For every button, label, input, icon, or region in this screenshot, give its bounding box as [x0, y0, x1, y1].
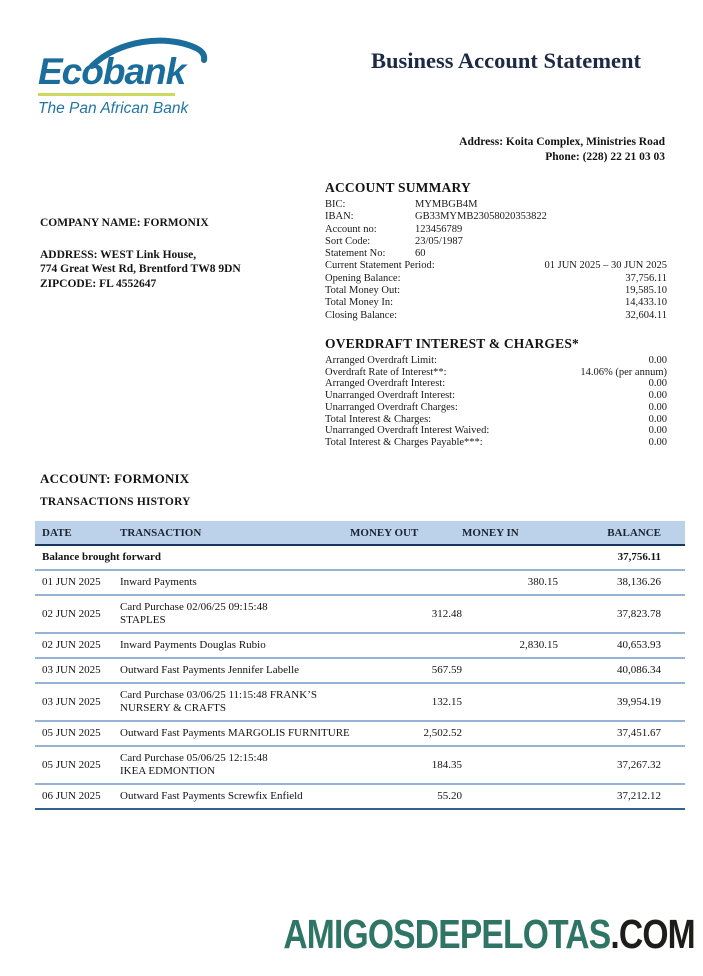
tx-money-out: 132.15 — [350, 683, 462, 721]
col-header-money-out: MONEY OUT — [350, 521, 462, 545]
summary-value: 60 — [415, 248, 426, 260]
tx-line2: IKEA EDMONTION — [120, 765, 216, 777]
summary-row-money-out — [325, 285, 667, 297]
tx-description — [120, 658, 350, 683]
col-header-transaction: TRANSACTION — [120, 521, 350, 545]
tx-money-in: 2,830.15 — [462, 633, 558, 658]
company-block — [40, 216, 241, 291]
summary-value: 14,433.10 — [625, 297, 667, 309]
overdraft-value: 0.00 — [648, 378, 667, 390]
bank-phone-line: Phone: (228) 22 21 03 03 — [545, 151, 665, 163]
overdraft-value: 0.00 — [648, 390, 667, 402]
overdraft-row — [325, 402, 667, 414]
overdraft-row — [325, 390, 667, 402]
summary-row-period — [325, 260, 667, 272]
overdraft-label: Unarranged Overdraft Interest: — [325, 390, 456, 402]
summary-label: Closing Balance: — [325, 309, 398, 321]
tx-line1: Outward Fast Payments MARGOLIS FURNITURE — [120, 727, 350, 739]
company-name-line: COMPANY NAME: FORMONIX — [40, 217, 209, 229]
bbf-out — [350, 545, 462, 570]
tx-line1: Outward Fast Payments Screwfix Enfield — [120, 790, 303, 802]
summary-row-bic — [325, 199, 667, 211]
summary-row-statement-no — [325, 248, 667, 260]
overdraft-label: Unarranged Overdraft Interest Waived: — [325, 425, 490, 437]
tx-description — [120, 595, 350, 633]
overdraft-row — [325, 378, 667, 390]
overdraft-row — [325, 414, 667, 426]
logo-underline — [38, 93, 175, 96]
overdraft-label: Total Interest & Charges Payable***: — [325, 436, 483, 448]
overdraft-label: Overdraft Rate of Interest**: — [325, 366, 447, 378]
spacer — [40, 231, 241, 248]
tx-money-out: 184.35 — [350, 746, 462, 784]
col-header-balance: BALANCE — [558, 521, 685, 545]
tx-description — [120, 683, 350, 721]
table-row — [35, 570, 685, 595]
table-row — [35, 721, 685, 746]
table-row — [35, 683, 685, 721]
table-row — [35, 746, 685, 784]
bank-address-line: Address: Koita Complex, Ministries Road — [459, 136, 665, 148]
tx-money-out: 312.48 — [350, 595, 462, 633]
tx-line1: Card Purchase 03/06/25 11:15:48 FRANK’S — [120, 689, 317, 701]
col-header-money-in: MONEY IN — [462, 521, 558, 545]
overdraft-row — [325, 355, 667, 367]
overdraft-value: 0.00 — [648, 401, 667, 413]
summary-label: Current Statement Period: — [325, 260, 435, 272]
summary-value: GB33MYMB23058020353822 — [415, 211, 547, 223]
tx-date: 03 JUN 2025 — [35, 658, 120, 683]
tx-money-in — [462, 683, 558, 721]
tx-date: 02 JUN 2025 — [35, 633, 120, 658]
summary-row-money-in — [325, 297, 667, 309]
overdraft-value: 14.06% (per annum) — [580, 366, 667, 378]
overdraft-row — [325, 367, 667, 379]
overdraft-label: Arranged Overdraft Limit: — [325, 355, 437, 366]
tx-date: 01 JUN 2025 — [35, 570, 120, 595]
tx-balance: 37,267.32 — [558, 746, 685, 784]
watermark-brand-name: AMIGOSDEPELOTAS — [283, 911, 611, 957]
overdraft-label: Unarranged Overdraft Charges: — [325, 401, 458, 413]
logo-swoosh-icon — [88, 36, 210, 72]
tx-date: 06 JUN 2025 — [35, 784, 120, 809]
tx-money-out: 567.59 — [350, 658, 462, 683]
company-address-line1: ADDRESS: WEST Link House, — [40, 248, 197, 261]
logo-tagline: The Pan African Bank — [38, 100, 189, 117]
tx-line1: Outward Fast Payments Jennifer Labelle — [120, 664, 300, 676]
table-row — [35, 658, 685, 683]
tx-description — [120, 784, 350, 809]
table-row — [35, 784, 685, 809]
summary-label: IBAN: — [325, 211, 354, 223]
summary-value: 32,604.11 — [625, 309, 667, 321]
ecobank-logo — [38, 40, 188, 118]
summary-label: Statement No: — [325, 248, 386, 260]
tx-date: 05 JUN 2025 — [35, 721, 120, 746]
overdraft-block — [325, 336, 667, 449]
table-header-row — [35, 521, 685, 545]
tx-line2: NURSERY & CRAFTS — [120, 702, 226, 714]
tx-date: 05 JUN 2025 — [35, 746, 120, 784]
bbf-label: Balance brought forward — [35, 545, 350, 570]
tx-money-in — [462, 746, 558, 784]
tx-money-in — [462, 658, 558, 683]
overdraft-label: Total Interest & Charges: — [325, 413, 432, 425]
tx-money-in — [462, 595, 558, 633]
overdraft-value: 0.00 — [648, 436, 667, 448]
logo-wordmark: Ecobank — [38, 51, 186, 92]
overdraft-row — [325, 437, 667, 449]
col-header-date: DATE — [35, 521, 120, 545]
tx-description — [120, 746, 350, 784]
summary-value: 37,756.11 — [625, 272, 667, 284]
tx-description — [120, 721, 350, 746]
balance-brought-forward-row — [35, 545, 685, 570]
summary-value: 23/05/1987 — [415, 235, 463, 247]
tx-balance: 37,823.78 — [558, 595, 685, 633]
tx-money-in — [462, 721, 558, 746]
tx-money-out: 55.20 — [350, 784, 462, 809]
summary-row-iban — [325, 211, 667, 223]
summary-value: 123456789 — [415, 223, 463, 235]
tx-money-in — [462, 784, 558, 809]
summary-row-opening-balance — [325, 273, 667, 285]
transactions-history-heading: TRANSACTIONS HISTORY — [40, 496, 191, 508]
summary-label: BIC: — [325, 199, 346, 210]
tx-date: 02 JUN 2025 — [35, 595, 120, 633]
summary-value: MYMBGB4M — [415, 199, 478, 210]
tx-balance: 40,653.93 — [558, 633, 685, 658]
account-summary-block — [325, 180, 667, 322]
bbf-balance: 37,756.11 — [558, 545, 685, 570]
company-address-line2: 774 Great West Rd, Brentford TW8 9DN — [40, 263, 241, 275]
overdraft-value: 0.00 — [648, 355, 667, 366]
tx-description — [120, 633, 350, 658]
company-zipcode-line: ZIPCODE: FL 4552647 — [40, 277, 157, 290]
tx-line1: Inward Payments Douglas Rubio — [120, 639, 266, 651]
tx-date: 03 JUN 2025 — [35, 683, 120, 721]
table-row — [35, 595, 685, 633]
tx-balance: 37,212.12 — [558, 784, 685, 809]
summary-row-closing-balance — [325, 310, 667, 322]
account-summary-heading: ACCOUNT SUMMARY — [325, 180, 471, 195]
transactions-table — [35, 521, 685, 810]
overdraft-label: Arranged Overdraft Interest: — [325, 378, 446, 390]
tx-line1: Inward Payments — [120, 576, 197, 588]
summary-value: 19,585.10 — [625, 285, 667, 297]
table-row — [35, 633, 685, 658]
tx-balance: 40,086.34 — [558, 658, 685, 683]
summary-label: Opening Balance: — [325, 272, 401, 284]
summary-label: Total Money Out: — [325, 285, 401, 297]
summary-label: Total Money In: — [325, 297, 394, 309]
summary-label: Account no: — [325, 223, 377, 235]
tx-money-in: 380.15 — [462, 570, 558, 595]
overdraft-value: 0.00 — [648, 425, 667, 437]
summary-label: Sort Code: — [325, 235, 371, 247]
overdraft-heading: OVERDRAFT INTEREST & CHARGES* — [325, 336, 579, 351]
summary-row-sort-code — [325, 236, 667, 248]
tx-balance: 37,451.67 — [558, 721, 685, 746]
overdraft-row — [325, 425, 667, 437]
overdraft-value: 0.00 — [648, 413, 667, 425]
tx-money-out — [350, 570, 462, 595]
page-title: Business Account Statement — [370, 48, 641, 73]
watermark-brand-tld: .COM — [610, 911, 695, 957]
tx-money-out — [350, 633, 462, 658]
tx-line1: Card Purchase 05/06/25 12:15:48 — [120, 752, 268, 764]
summary-value: 01 JUN 2025 – 30 JUN 2025 — [544, 260, 667, 272]
tx-description — [120, 570, 350, 595]
tx-balance: 39,954.19 — [558, 683, 685, 721]
tx-line1: Card Purchase 02/06/25 09:15:48 — [120, 601, 268, 613]
watermark-brand — [283, 911, 695, 957]
account-section-heading: ACCOUNT: FORMONIX — [40, 471, 190, 486]
tx-balance: 38,136.26 — [558, 570, 685, 595]
summary-row-account-no — [325, 224, 667, 236]
tx-money-out: 2,502.52 — [350, 721, 462, 746]
bbf-in — [462, 545, 558, 570]
tx-line2: STAPLES — [120, 614, 166, 626]
bank-address-block — [459, 135, 665, 165]
